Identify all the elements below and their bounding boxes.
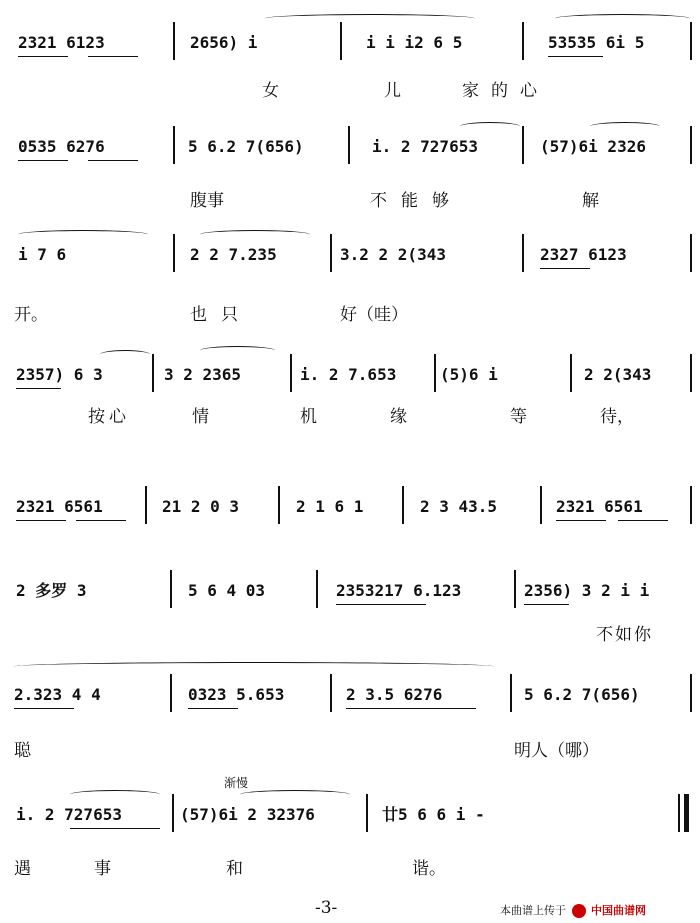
underline xyxy=(336,604,426,605)
barline xyxy=(690,126,692,164)
upload-credit xyxy=(500,902,646,918)
barline xyxy=(173,22,175,60)
lyric: 不能够 xyxy=(370,191,463,211)
slur xyxy=(200,230,310,239)
measure-7-4: 5 6.2 7(656) xyxy=(524,685,640,704)
lyric: 谐。 xyxy=(412,859,446,879)
measure-7-2: 0323 5.653 xyxy=(188,685,285,704)
barline xyxy=(173,126,175,164)
measure-5-5: 2321 6561 xyxy=(556,497,643,516)
measure-1-3: i i i2 6 5 xyxy=(366,33,463,52)
lyric: 和 xyxy=(226,859,243,879)
underline xyxy=(88,56,138,57)
barline xyxy=(340,22,342,60)
slur xyxy=(590,122,660,131)
lyric: 按心 xyxy=(88,407,130,427)
system-3 xyxy=(0,240,700,325)
underline xyxy=(18,160,68,161)
measure-7-3: 2 3.5 6276 xyxy=(346,685,443,704)
slur xyxy=(240,790,350,799)
measure-2-3: i. 2 727653 xyxy=(372,137,478,156)
site-logo-icon xyxy=(572,904,586,918)
barline xyxy=(540,486,542,524)
barline xyxy=(514,570,516,608)
underline xyxy=(76,520,126,521)
underline xyxy=(548,56,603,57)
measure-3-1: i 7 6 xyxy=(18,245,67,264)
page-number: -3- xyxy=(315,898,338,918)
measure-4-3: i. 2 7.653 xyxy=(300,365,397,384)
slur xyxy=(265,14,475,23)
lyric: 事 xyxy=(94,859,111,879)
measure-8-1: i. 2 727653 xyxy=(16,805,122,824)
credit-prefix: 本曲谱上传于 xyxy=(500,904,566,917)
slur xyxy=(200,346,275,355)
barline xyxy=(522,126,524,164)
barline xyxy=(348,126,350,164)
system-6 xyxy=(0,576,700,656)
lyric: 缘 xyxy=(390,407,407,427)
measure-5-2: 21 2 0 3 xyxy=(162,497,240,516)
barline xyxy=(690,486,692,524)
barline xyxy=(690,674,692,712)
underline xyxy=(16,388,61,389)
measure-8-3: 廿5 6 6 i - xyxy=(382,805,485,824)
lyric: 聪 xyxy=(14,741,31,761)
measure-1-1: 2321 6123 xyxy=(18,33,105,52)
system-7 xyxy=(0,680,700,760)
lyric: 腹事 xyxy=(190,191,224,211)
measure-2-4: (57)6i 2326 xyxy=(540,137,646,156)
lyric: 解 xyxy=(582,191,599,211)
lyric: 明人（哪） xyxy=(514,741,599,761)
measure-2-1: 0535 6276 xyxy=(18,137,105,156)
lyric: 女 xyxy=(262,81,279,101)
barline xyxy=(330,674,332,712)
measure-4-2: 3 2 2365 xyxy=(164,365,242,384)
measure-6-3: 2353217 6.123 xyxy=(336,581,462,600)
lyric: 机 xyxy=(300,407,317,427)
underline xyxy=(188,708,238,709)
underline xyxy=(346,708,476,709)
lyric: 等 xyxy=(510,407,527,427)
barline xyxy=(330,234,332,272)
barline xyxy=(290,354,292,392)
measure-6-2: 5 6 4 03 xyxy=(188,581,266,600)
measure-4-5: 2 2(343 xyxy=(584,365,652,384)
lyric: 待， xyxy=(600,407,634,427)
barline xyxy=(510,674,512,712)
lyric: 遇 xyxy=(14,859,31,879)
barline xyxy=(170,674,172,712)
lyric: 家的心 xyxy=(462,81,549,101)
barline xyxy=(678,794,680,832)
measure-3-4: 2327 6123 xyxy=(540,245,627,264)
system-5 xyxy=(0,492,700,532)
system-2 xyxy=(0,132,700,212)
measure-6-1: 2 多罗 3 xyxy=(16,581,87,600)
barline xyxy=(690,354,692,392)
barline xyxy=(366,794,368,832)
barline xyxy=(522,22,524,60)
underline xyxy=(540,268,590,269)
barline xyxy=(170,570,172,608)
underline xyxy=(70,828,160,829)
final-barline xyxy=(684,794,689,832)
lyric: 开。 xyxy=(14,305,48,325)
underline xyxy=(618,520,668,521)
measure-5-4: 2 3 43.5 xyxy=(420,497,498,516)
barline xyxy=(173,234,175,272)
measure-3-2: 2 2 7.235 xyxy=(190,245,277,264)
slur xyxy=(555,14,690,23)
barline xyxy=(570,354,572,392)
system-1 xyxy=(0,28,700,108)
slur xyxy=(460,122,520,131)
underline xyxy=(556,520,606,521)
system-4 xyxy=(0,360,700,440)
measure-7-1: 2.323 4 4 xyxy=(14,685,101,704)
measure-2-2: 5 6.2 7(656) xyxy=(188,137,304,156)
lyric: 不如你 xyxy=(596,625,653,645)
measure-5-3: 2 1 6 1 xyxy=(296,497,364,516)
slur xyxy=(14,662,494,671)
barline xyxy=(316,570,318,608)
barline xyxy=(522,234,524,272)
slur xyxy=(100,350,150,359)
barline xyxy=(172,794,174,832)
site-name: 中国曲谱网 xyxy=(591,904,646,917)
measure-4-1: 2357) 6 3 xyxy=(16,365,103,384)
measure-3-3: 3.2 2 2(343 xyxy=(340,245,446,264)
lyric: 儿 xyxy=(384,81,401,101)
barline xyxy=(145,486,147,524)
measure-1-4: 53535 6i 5 xyxy=(548,33,645,52)
barline xyxy=(152,354,154,392)
underline xyxy=(14,708,74,709)
barline xyxy=(434,354,436,392)
slur xyxy=(70,790,160,799)
measure-4-4: (5)6 i xyxy=(440,365,498,384)
measure-5-1: 2321 6561 xyxy=(16,497,103,516)
underline xyxy=(16,520,66,521)
barline xyxy=(690,22,692,60)
underline xyxy=(524,604,569,605)
tempo-mark: 渐慢 xyxy=(224,776,249,790)
system-8 xyxy=(0,776,700,880)
lyric: 好（哇） xyxy=(340,305,408,325)
page-footer xyxy=(0,898,700,923)
measure-6-4: 2356) 3 2 i i xyxy=(524,581,650,600)
lyric: 也只 xyxy=(190,305,252,325)
slur xyxy=(18,230,148,239)
lyric: 情 xyxy=(192,407,209,427)
underline xyxy=(88,160,138,161)
measure-8-2: (57)6i 2 32376 xyxy=(180,805,315,824)
measure-1-2: 2656) i xyxy=(190,33,258,52)
underline xyxy=(18,56,68,57)
barline xyxy=(278,486,280,524)
barline xyxy=(690,234,692,272)
barline xyxy=(402,486,404,524)
